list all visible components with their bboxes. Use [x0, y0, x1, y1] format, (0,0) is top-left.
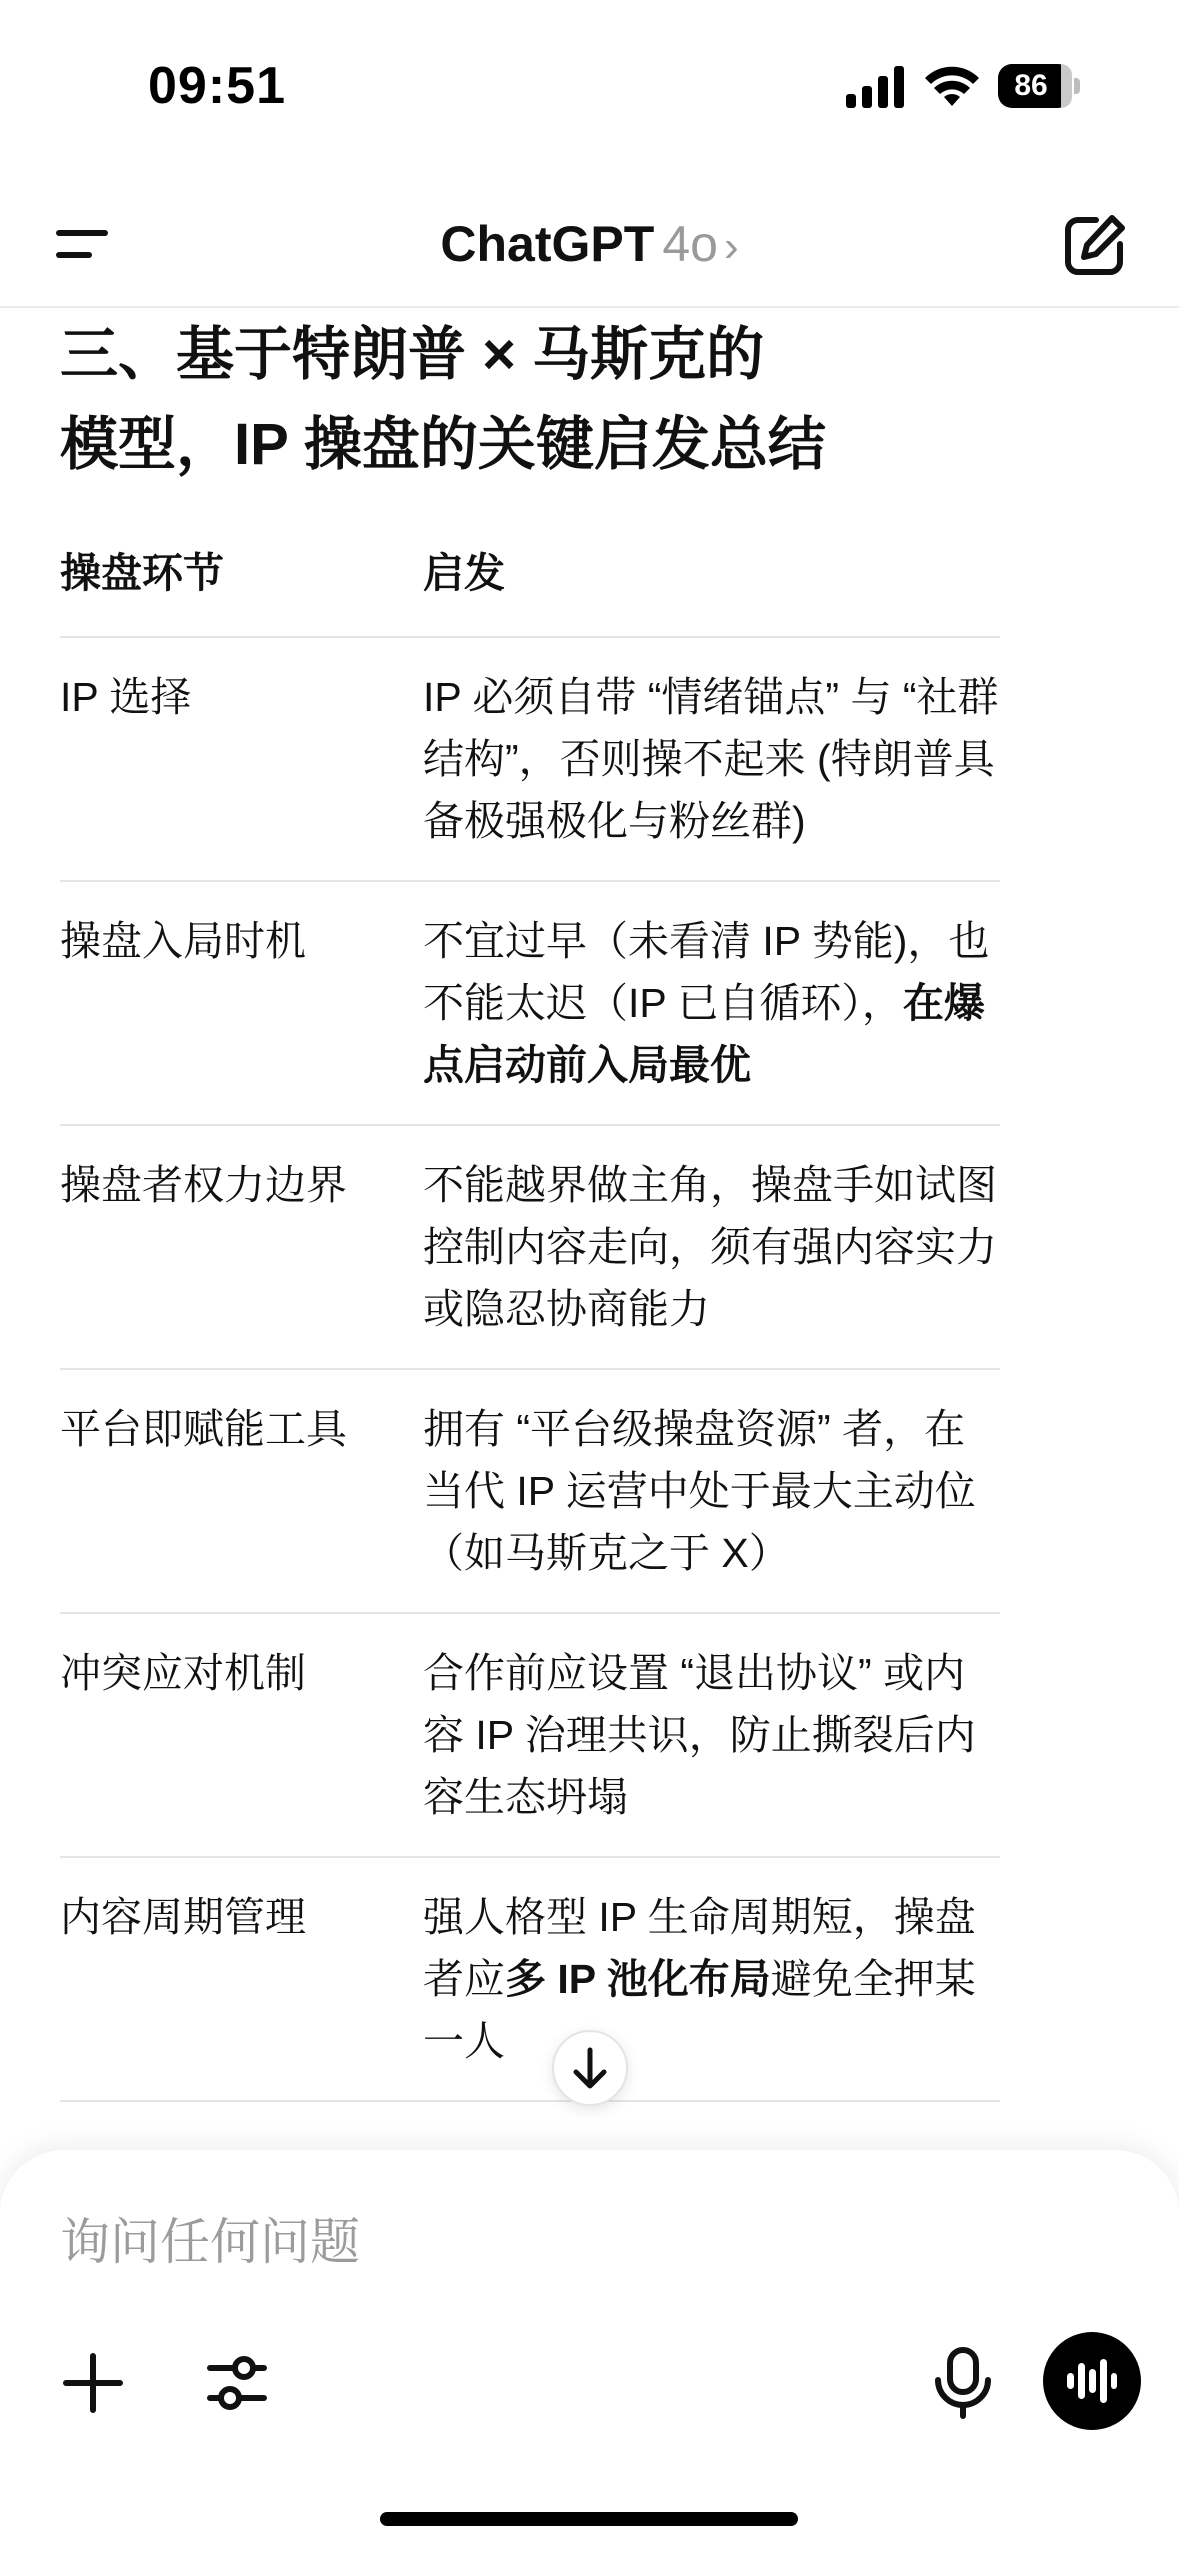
status-bar — [0, 0, 1179, 170]
table-cell-insight: 合作前应设置 “退出协议” 或内容 IP 治理共识，防止撕裂后内容生态坍塌 — [423, 1650, 976, 1820]
table-header — [60, 510, 1000, 638]
insight-bold-text: 在爆点启动前入局最优 — [423, 980, 985, 1088]
insight-text: 不宜过早（未看清 IP 势能)，也不能太迟（IP 已自循环）， — [423, 918, 990, 1026]
table-header-insight: 启发 — [423, 550, 505, 596]
table-cell-stage: 操盘者权力边界 — [60, 1162, 347, 1208]
chevron-right-icon: › — [723, 222, 739, 271]
composer — [0, 2150, 1179, 2556]
table-row — [60, 638, 1000, 882]
status-time: 09:51 — [148, 57, 286, 115]
cellular-signal-icon — [846, 66, 906, 108]
model-selector[interactable] — [0, 214, 1179, 277]
nav-bar — [0, 180, 1179, 308]
table-cell-insight — [423, 910, 1000, 1096]
battery-level: 86 — [1014, 69, 1048, 102]
table-row — [60, 1614, 1000, 1858]
insight-text: 强人格型 IP 生命周期短，操盘者应 — [423, 1894, 976, 2002]
table-cell-insight — [423, 1886, 1000, 2072]
heading-line-2: 模型，IP 操盘的关键启发总结 — [60, 412, 826, 477]
battery-icon — [998, 64, 1080, 108]
model-name: 4o — [662, 216, 718, 272]
voice-mode-button[interactable] — [1043, 2332, 1141, 2430]
insight-bold-text: 多 IP 池化布局 — [505, 1956, 771, 2002]
table-cell-stage: 内容周期管理 — [60, 1894, 306, 1940]
arrow-down-icon — [570, 2046, 610, 2090]
microphone-icon[interactable] — [930, 2346, 996, 2420]
table-cell-insight: 不能越界做主角，操盘手如试图控制内容走向，须有强内容实力或隐忍协商能力 — [423, 1162, 997, 1332]
voice-wave-icon — [1067, 2359, 1117, 2403]
chat-content — [0, 310, 1179, 2160]
app-name: ChatGPT — [440, 216, 655, 272]
insight-text-suffix: 避免全押某一人 — [423, 1956, 976, 2064]
table-row — [60, 1370, 1000, 1614]
table-cell-stage: 平台即赋能工具 — [60, 1406, 347, 1452]
sliders-icon[interactable] — [204, 2350, 270, 2416]
table-cell-stage: 冲突应对机制 — [60, 1650, 306, 1696]
heading-line-1: 三、基于特朗普 × 马斯克的 — [60, 322, 765, 387]
insight-table — [60, 510, 1000, 2102]
scroll-down-button[interactable] — [552, 2030, 628, 2106]
message-input[interactable]: 询问任何问题 — [60, 2214, 360, 2270]
table-row — [60, 1126, 1000, 1370]
table-row — [60, 882, 1000, 1126]
wifi-icon — [924, 64, 980, 108]
table-header-stage: 操盘环节 — [60, 550, 224, 596]
table-cell-stage: IP 选择 — [60, 674, 192, 720]
section-heading — [60, 310, 1060, 490]
table-cell-insight: 拥有 “平台级操盘资源” 者，在当代 IP 运营中处于最大主动位（如马斯克之于 X） — [423, 1406, 976, 1576]
new-chat-icon[interactable] — [1060, 210, 1130, 280]
table-cell-insight: IP 必须自带 “情绪锚点” 与 “社群结构”，否则操不起来 (特朗普具备极强极化与粉丝群) — [423, 674, 999, 844]
plus-icon[interactable] — [60, 2350, 126, 2416]
table-cell-stage: 操盘入局时机 — [60, 918, 306, 964]
table-row — [60, 1858, 1000, 2102]
home-indicator — [380, 2512, 798, 2526]
